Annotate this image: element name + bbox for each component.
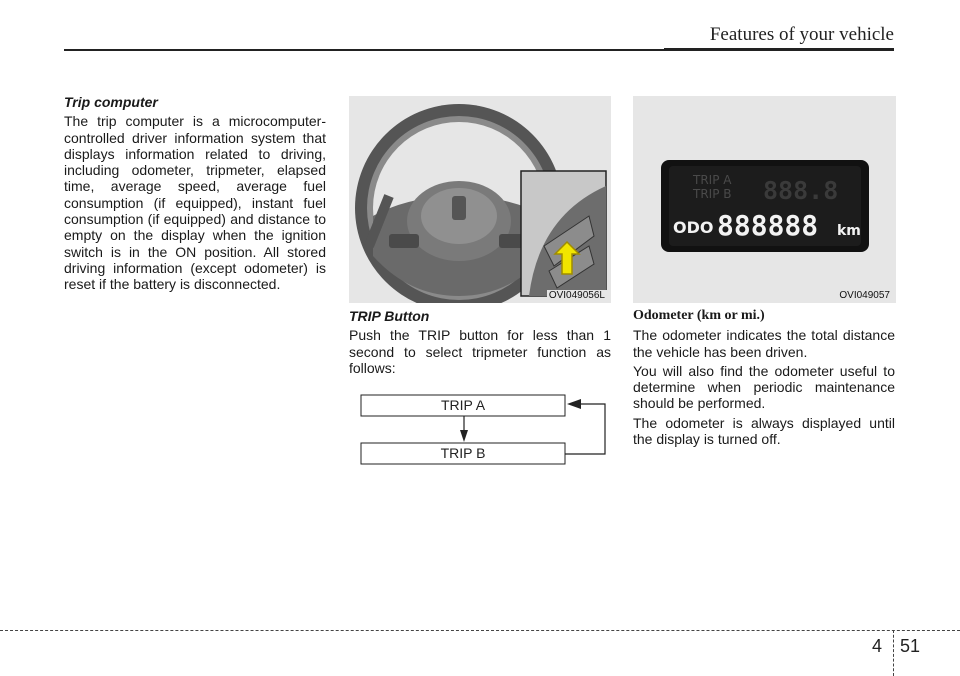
- odometer-paragraph-1: The odometer indicates the total distance the vehicle has been driven.: [633, 327, 895, 360]
- odometer-unit: km: [837, 223, 861, 239]
- footer-divider: [893, 630, 894, 676]
- odometer-paragraph-2: You will also find the odometer useful to determine when periodic maintenance should be performed.: [633, 362, 895, 412]
- down-arrow-head: [460, 430, 468, 442]
- odometer-display-figure: [633, 96, 896, 303]
- trip-cycle-diagram: [349, 388, 619, 478]
- odo-label: ODO: [673, 218, 714, 237]
- trip-a-indicator: TRIP A: [693, 173, 732, 187]
- odometer-display-illustration: [633, 96, 896, 303]
- trip-b-box-label: TRIP B: [440, 445, 486, 461]
- section-heading-trip-computer: Trip computer: [64, 94, 158, 110]
- odometer-digits: 888888: [717, 209, 819, 242]
- steering-wheel-figure: [349, 96, 611, 303]
- section-heading-odometer: Odometer (km or mi.): [633, 308, 765, 323]
- section-heading-trip-button: TRIP Button: [349, 308, 430, 324]
- tripmeter-digits: 888.8: [763, 176, 839, 205]
- return-arrow-path: [565, 404, 605, 454]
- column-trip-button: [349, 308, 611, 379]
- header-rule: [64, 49, 894, 51]
- odometer-paragraph-3: The odometer is always displayed until the display is turned off.: [633, 414, 895, 448]
- chapter-number: 4: [872, 636, 883, 656]
- column-trip-computer: [64, 94, 326, 296]
- trip-computer-paragraph: The trip computer is a microcomputer-controlled driver information system that displays information related to driving, including odometer, tripmeter, elapsed time, average speed, average fuel consumption (if equipped), instant fuel consumption (if equipped) and distance to empty on the display when the ignition switch is in the ON position. All stored driving information (except odometer) is reset if the battery is disconnected.: [64, 113, 326, 293]
- trip-a-box-label: TRIP A: [440, 397, 486, 413]
- column-odometer: [633, 308, 895, 450]
- return-arrow-head: [567, 399, 581, 409]
- trip-b-indicator: TRIP B: [693, 187, 732, 201]
- figure-code: OVI049057: [839, 290, 890, 301]
- running-header-title: Features of your vehicle: [709, 24, 894, 45]
- steering-wheel-illustration: [349, 96, 611, 303]
- footer-rule: [0, 630, 960, 631]
- trip-button-paragraph: Push the TRIP button for less than 1 second to select tripmeter function as follows:: [349, 327, 611, 376]
- figure-code: OVI049056L: [548, 290, 605, 301]
- page-number: 51: [900, 636, 921, 656]
